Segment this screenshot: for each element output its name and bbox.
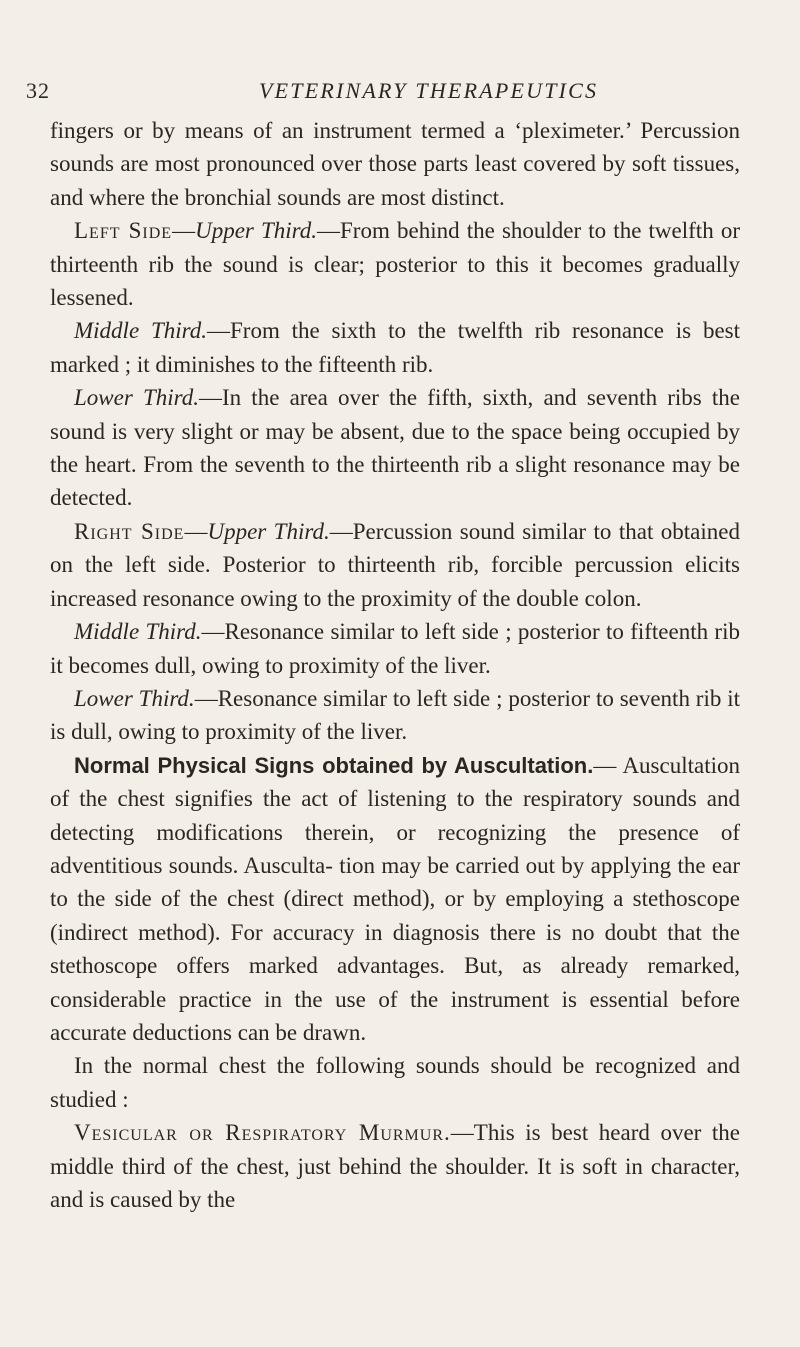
paragraph-percussion-intro bbox=[50, 114, 740, 214]
paragraph-left-side-lower bbox=[50, 381, 740, 515]
subsection-label: Lower Third. bbox=[74, 685, 195, 711]
paragraph-left-side-middle bbox=[50, 314, 740, 381]
section-label: Right Side bbox=[74, 518, 185, 544]
dash: — bbox=[184, 518, 208, 544]
page-body bbox=[50, 114, 740, 1216]
paragraph-text: —From the sixth to the twelfth rib resonance is best marked ; it diminishes to the fifteenth rib. bbox=[50, 318, 740, 377]
subsection-label: Upper Third. bbox=[207, 518, 330, 544]
subsection-label: Lower Third. bbox=[74, 385, 199, 411]
paragraph-right-side-middle bbox=[50, 615, 740, 682]
paragraph-auscultation bbox=[50, 749, 740, 1050]
section-heading: Normal Physical Signs obtained by Auscultation. bbox=[74, 752, 594, 778]
paragraph-text: — Auscultation of the chest signifies the act of listening to the respiratory sounds and detecting modifications therein, or recognizing the presence of adventitious sounds. Ausculta- tion may be carried out by applying the ear to the side of the chest (direct method), or by employing a stethoscope (indirect method). For accuracy in diagnosis there is no doubt that the stethoscope offers marked advantages. But, as already remarked, considerable practice in the use of the instrument is essential before accurate deductions can be drawn. bbox=[50, 752, 740, 1045]
paragraph-right-side-upper bbox=[50, 515, 740, 615]
paragraph-text: —This is best heard over the middle third of the chest, just behind the shoulder. It is soft in character, and is caused by the bbox=[50, 1120, 740, 1212]
paragraph-vesicular-murmur bbox=[50, 1116, 740, 1216]
subsection-label: Upper Third. bbox=[195, 218, 318, 244]
page-number: 32 bbox=[26, 78, 50, 103]
paragraph-text: —In the area over the fifth, sixth, and seventh ribs the sound is very slight or may be absent, due to the space being occupied by the heart. From the seventh to the thirteenth rib a slight resonance may be detected. bbox=[50, 385, 740, 511]
page-header bbox=[26, 78, 600, 108]
paragraph-text: —From behind the shoulder to the twelfth or thirteenth rib the sound is clear; posterior to this it becomes gradually lessened. bbox=[50, 218, 740, 311]
paragraph-normal-chest bbox=[50, 1049, 740, 1116]
running-head: VETERINARY THERAPEUTICS bbox=[259, 78, 599, 103]
paragraph-text: —Percussion sound similar to that obtained on the left side. Posterior to thirteenth rib, forcible percussion elicits increased resonance owing to the proximity of the double colon. bbox=[50, 518, 740, 611]
paragraph-text: In the normal chest the following sounds should be recognized and studied : bbox=[50, 1053, 740, 1112]
dash: — bbox=[172, 218, 196, 244]
paragraph-text: —Resonance similar to left side ; posterior to fifteenth rib it becomes dull, owing to proximity of the liver. bbox=[50, 619, 740, 678]
paragraph-right-side-lower bbox=[50, 682, 740, 749]
section-label: Left Side bbox=[74, 218, 173, 244]
section-label: Vesicular or Respiratory Murmur. bbox=[74, 1120, 451, 1146]
paragraph-text: —Resonance similar to left side ; posterior to seventh rib it is dull, owing to proximity of the liver. bbox=[50, 685, 740, 745]
paragraph-text: fingers or by means of an instrument termed a ‘pleximeter.’ Percussion sounds are most pronounced over those parts least covered by soft tissues, and where the bronchial sounds are most distinct. bbox=[50, 118, 740, 210]
subsection-label: Middle Third. bbox=[74, 318, 207, 344]
paragraph-left-side-upper bbox=[50, 214, 740, 314]
subsection-label: Middle Third. bbox=[74, 619, 202, 645]
